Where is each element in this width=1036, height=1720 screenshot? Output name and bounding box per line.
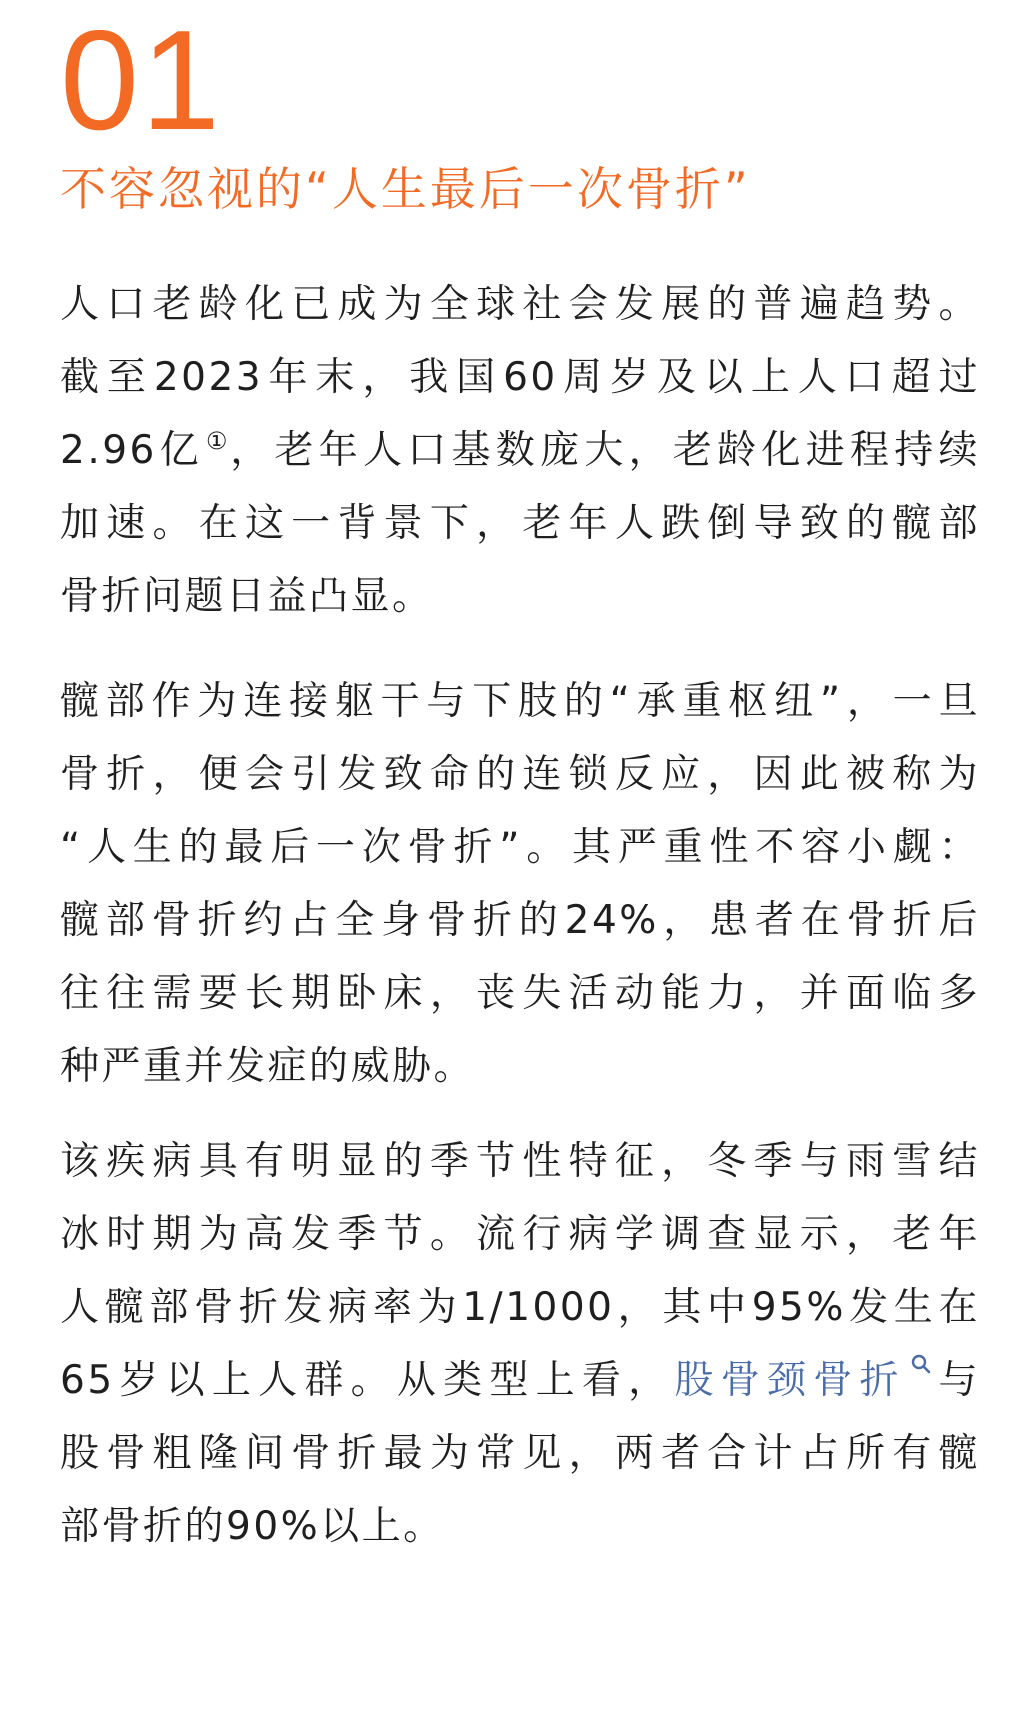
- population-value: 2.96亿: [60, 428, 204, 473]
- paragraph-line: 往往需要长期卧床，丧失活动能力，并面临多: [60, 971, 980, 1016]
- paragraph-2: [60, 665, 980, 1103]
- section-number: 01: [60, 1, 222, 160]
- femoral-neck-fracture-link[interactable]: 股骨颈骨折: [674, 1358, 906, 1403]
- paragraph-line: [60, 1344, 980, 1417]
- section-title: 不容忽视的“人生最后一次骨折”: [60, 162, 751, 216]
- search-icon[interactable]: [910, 1326, 932, 1348]
- paragraph-line: 髋部骨折约占全身骨折的24%，患者在骨折后: [60, 898, 980, 943]
- paragraph-line: 截至2023年末，我国60周岁及以上人口超过: [60, 355, 980, 400]
- paragraph-line: 髋部作为连接躯干与下肢的“承重枢纽”，一旦: [60, 679, 980, 724]
- paragraph-line: 骨折问题日益凸显。: [60, 574, 434, 619]
- paragraph-line: 骨折，便会引发致命的连锁反应，因此被称为: [60, 752, 980, 797]
- paragraph-line: 加速。在这一背景下，老年人跌倒导致的髋部: [60, 501, 980, 546]
- paragraph-line-text: ，老年人口基数庞大，老龄化进程持续: [230, 428, 981, 473]
- paragraph-line: 种严重并发症的威胁。: [60, 1044, 476, 1089]
- paragraph-1: [60, 268, 980, 633]
- paragraph-line: “人生的最后一次骨折”。其严重性不容小觑：: [60, 825, 980, 870]
- paragraph-line: 人口老龄化已成为全球社会发展的普遍趋势。: [60, 282, 980, 327]
- paragraph-line: 冰时期为高发季节。流行病学调查显示，老年: [60, 1212, 980, 1257]
- paragraph-line: 该疾病具有明显的季节性特征，冬季与雨雪结: [60, 1139, 980, 1184]
- paragraph-line: 部骨折的90%以上。: [60, 1504, 445, 1549]
- paragraph-line-text: 65岁以上人群。从类型上看，: [60, 1358, 675, 1403]
- paragraph-3: [60, 1125, 980, 1563]
- paragraph-line: [60, 414, 980, 487]
- footnote-marker[interactable]: ①: [205, 427, 231, 455]
- paragraph-line-text: 与: [933, 1358, 980, 1403]
- paragraph-line: 人髋部骨折发病率为1/1000，其中95%发生在: [60, 1285, 980, 1330]
- paragraph-line: 股骨粗隆间骨折最为常见，两者合计占所有髋: [60, 1431, 980, 1476]
